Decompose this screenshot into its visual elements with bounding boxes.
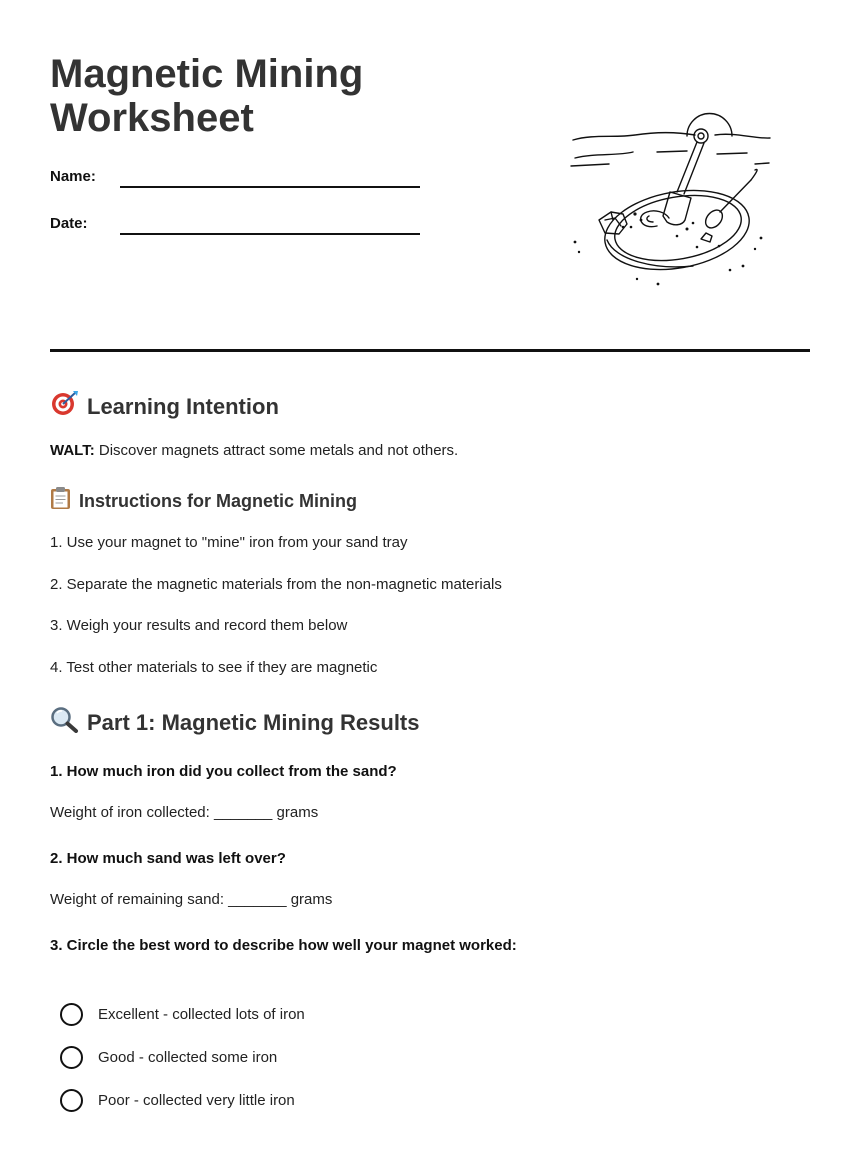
- option-excellent-label: Excellent - collected lots of iron: [98, 1005, 305, 1023]
- instructions-title: Instructions for Magnetic Mining: [79, 491, 357, 511]
- instructions-heading: [50, 486, 357, 516]
- walt-statement: [50, 441, 458, 461]
- name-field[interactable]: [50, 166, 420, 190]
- radio-circle-good[interactable]: [60, 1046, 83, 1069]
- name-underline[interactable]: [120, 186, 420, 188]
- title-line-1: Magnetic Mining: [50, 52, 364, 96]
- walt-label: WALT:: [50, 442, 95, 459]
- instruction-step-4: 4. Test other materials to see if they are magnetic: [50, 659, 378, 676]
- radio-circle-poor[interactable]: [60, 1089, 83, 1112]
- learning-intention-heading: [50, 390, 279, 423]
- answer-1-iron-weight[interactable]: Weight of iron collected: _______ grams: [50, 804, 319, 821]
- date-field[interactable]: [50, 213, 420, 237]
- date-underline[interactable]: [120, 233, 420, 235]
- learning-intention-title: Learning Intention: [87, 393, 279, 419]
- title-line-2: Worksheet: [50, 96, 254, 140]
- page-title: [50, 52, 363, 140]
- clipboard-icon: [50, 486, 71, 516]
- answer-2-sand-weight[interactable]: Weight of remaining sand: _______ grams: [50, 891, 333, 908]
- option-poor-label: Poor - collected very little iron: [98, 1091, 295, 1109]
- walt-text: Discover magnets attract some metals and not others.: [94, 442, 459, 459]
- question-3: 3. Circle the best word to describe how well your magnet worked:: [50, 937, 517, 954]
- target-icon: [50, 390, 79, 423]
- option-poor[interactable]: [60, 1087, 295, 1113]
- instruction-step-3: 3. Weigh your results and record them below: [50, 617, 348, 634]
- header-divider: [50, 349, 810, 352]
- radio-circle-excellent[interactable]: [60, 1003, 83, 1026]
- instruction-step-1: 1. Use your magnet to "mine" iron from your sand tray: [50, 534, 408, 551]
- question-2: 2. How much sand was left over?: [50, 850, 286, 867]
- question-1: 1. How much iron did you collect from the sand?: [50, 763, 397, 780]
- name-label: Name:: [50, 168, 96, 185]
- option-good-label: Good - collected some iron: [98, 1048, 278, 1066]
- part1-heading: [50, 706, 420, 740]
- date-label: Date:: [50, 215, 88, 232]
- option-good[interactable]: [60, 1044, 277, 1070]
- instruction-step-2: 2. Separate the magnetic materials from the non-magnetic materials: [50, 576, 502, 593]
- option-excellent[interactable]: [60, 1001, 305, 1027]
- part1-title: Part 1: Magnetic Mining Results: [87, 710, 420, 735]
- sand-tray-illustration-icon: [565, 108, 775, 290]
- magnifying-glass-icon: [50, 706, 79, 740]
